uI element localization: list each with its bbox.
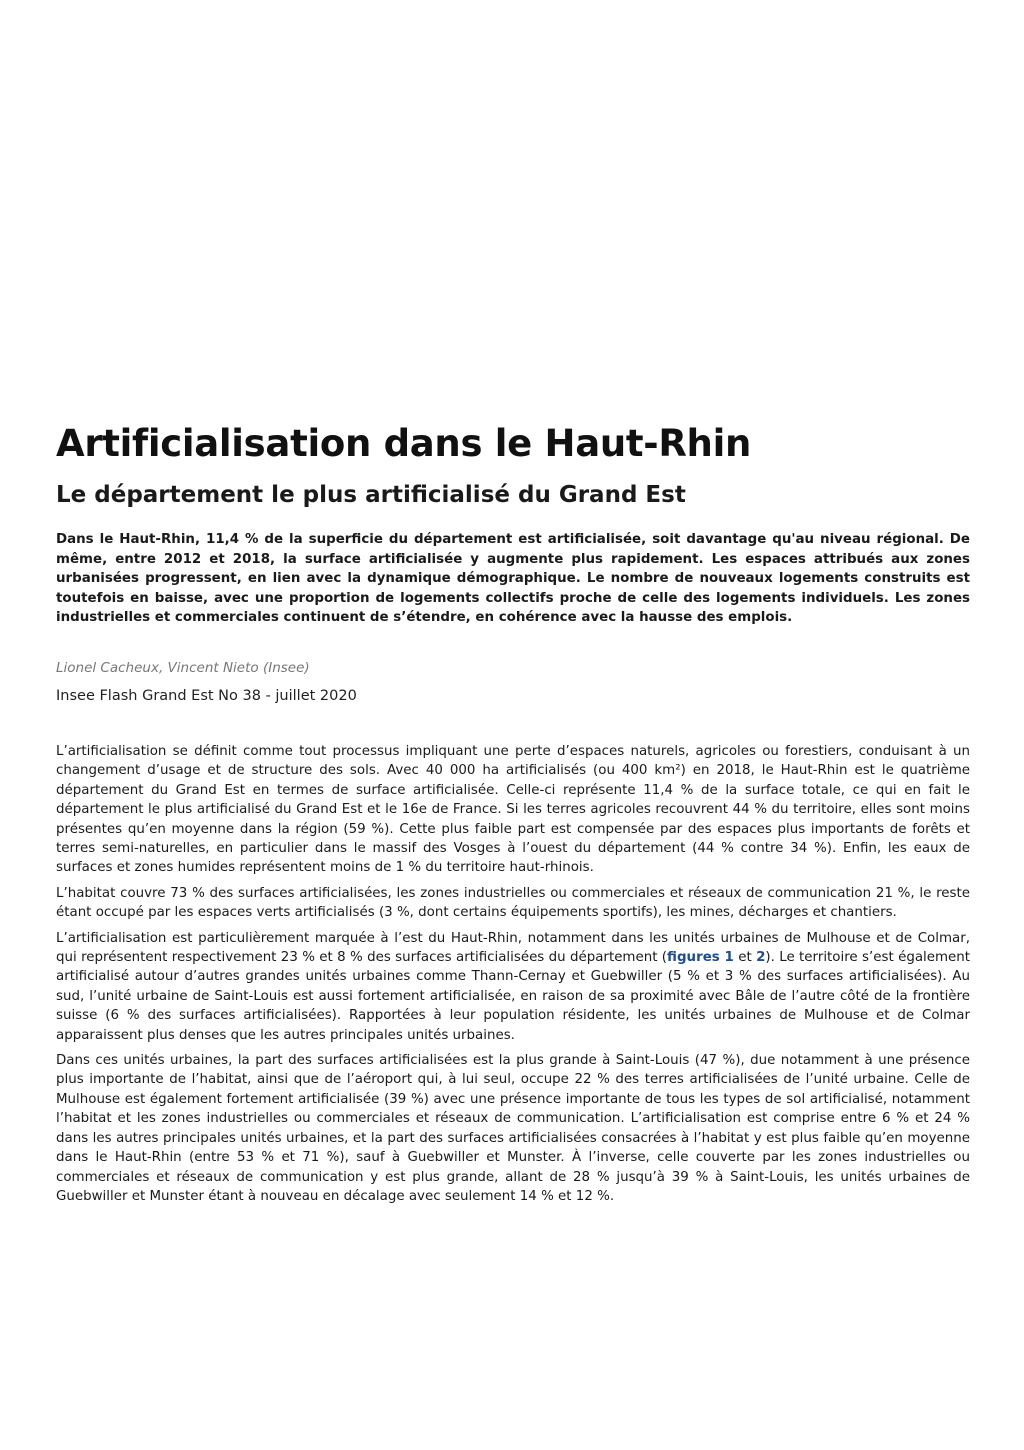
body-paragraph-4: Dans ces unités urbaines, la part des surfaces artificialisées est la plus grande à Saint-Louis (47 %), due notamment à une présence plus importante de l’habitat, ainsi que de l’aéroport qui, à lui seul, occupe 22 % des terres artificialisées de l’unité urbaine. Celle de Mulhouse est également fortement artificialisée (39 %) avec une présence importante de tous les types de sol artificialisé, notamment l’habitat et les zones industrielles ou commerciales et réseaux de communication. L’artificialisation est comprise entre 6 % et 24 % dans les autres principales unités urbaines, et la part des surfaces artificialisées consacrées à l’habitat y est plus faible qu’en moyenne dans le Haut-Rhin (entre 53 % et 71 %), sauf à Guebwiller et Munster. À l’inverse, celle couverte par les zones industrielles ou commerciales et réseaux de communication y est plus grande, allant de 28 % jusqu’à 39 % à Saint-Louis, les unités urbaines de Guebwiller et Munster étant à nouveau en décalage avec seulement 14 % et 12 %. — [56, 1053, 970, 1204]
document-page — [56, 420, 970, 1212]
publication-reference: Insee Flash Grand Est No 38 - juillet 2020 — [56, 687, 357, 704]
body-paragraph-3-part-2: ). Le territoire s’est également artificialisé autour d’autres grandes unités urbaines comme Thann-Cernay et Guebwiller (5 % et 3 % des surfaces artificialisées). Au sud, l’unité urbaine de Saint-Louis est aussi fortement artificialisée, en raison de sa proximité avec Bâle de l’autre côté de la frontière suisse (6 % des surfaces artificialisées). Rapportées à leur population résidente, les unités urbaines de Mulhouse et de Colmar apparaissent plus denses que les autres principales unités urbaines. — [56, 950, 970, 1043]
body-paragraph-2: L’habitat couvre 73 % des surfaces artificialisées, les zones industrielles ou commerciales et réseaux de communication 21 %, le reste étant occupé par les espaces verts artificialisés (3 %, dont certains équipements sportifs), les mines, décharges et chantiers. — [56, 885, 970, 921]
body-paragraph-3-conjunction: et — [733, 950, 757, 966]
lead-paragraph: Dans le Haut-Rhin, 11,4 % de la superficie du département est artificialisée, soit davantage qu'au niveau régional. De même, entre 2012 et 2018, la surface artificialisée y augmente plus rapidement. Les espaces attribués aux zones urbanisées progressent, en lien avec la dynamique démographique. Le nombre de nouveaux logements construits est toutefois en baisse, avec une proportion de logements collectifs proche de celle des logements individuels. Les zones industrielles et commerciales continuent de s’étendre, en cohérence avec la hausse des emplois. — [56, 532, 970, 626]
document-title: Artificialisation dans le Haut-Rhin — [56, 422, 752, 465]
authors-line: Lionel Cacheux, Vincent Nieto (Insee) — [56, 659, 310, 676]
body-paragraph-1: L’artificialisation se définit comme tout processus impliquant une perte d’espaces naturels, agricoles ou forestiers, conduisant à un changement d’usage et de structure des sols. Avec 40 000 ha artificialisés (ou 400 km²) en 2018, le Haut-Rhin est le quatrième département du Grand Est en termes de surface artificialisée. Celle-ci représente 11,4 % de la surface totale, ce qui en fait le département le plus artificialisé du Grand Est et le 16e de France. Si les terres agricoles recouvrent 44 % du territoire, elles sont moins présentes qu’en moyenne dans la région (59 %). Cette plus faible part est compensée par des espaces plus importants de forêts et terres semi-naturelles, en particulier dans le massif des Vosges à l’ouest du département (44 % contre 34 %). Enfin, les eaux de surfaces et zones humides représentent moins de 1 % du territoire haut-rhinois. — [56, 743, 970, 876]
article-body — [56, 742, 970, 1206]
document-subtitle: Le département le plus artificialisé du Grand Est — [56, 482, 686, 508]
body-paragraph-3 — [56, 929, 970, 1045]
figure-2-link[interactable]: 2 — [756, 950, 766, 966]
body-paragraph-3-part-1: L’artificialisation est particulièrement marquée à l’est du Haut-Rhin, notamment dans les unités urbaines de Mulhouse et de Colmar, qui représentent respectivement 23 % et 8 % des surfaces artificialisées du département ( — [56, 930, 970, 966]
figure-1-link[interactable]: figures 1 — [667, 950, 734, 966]
